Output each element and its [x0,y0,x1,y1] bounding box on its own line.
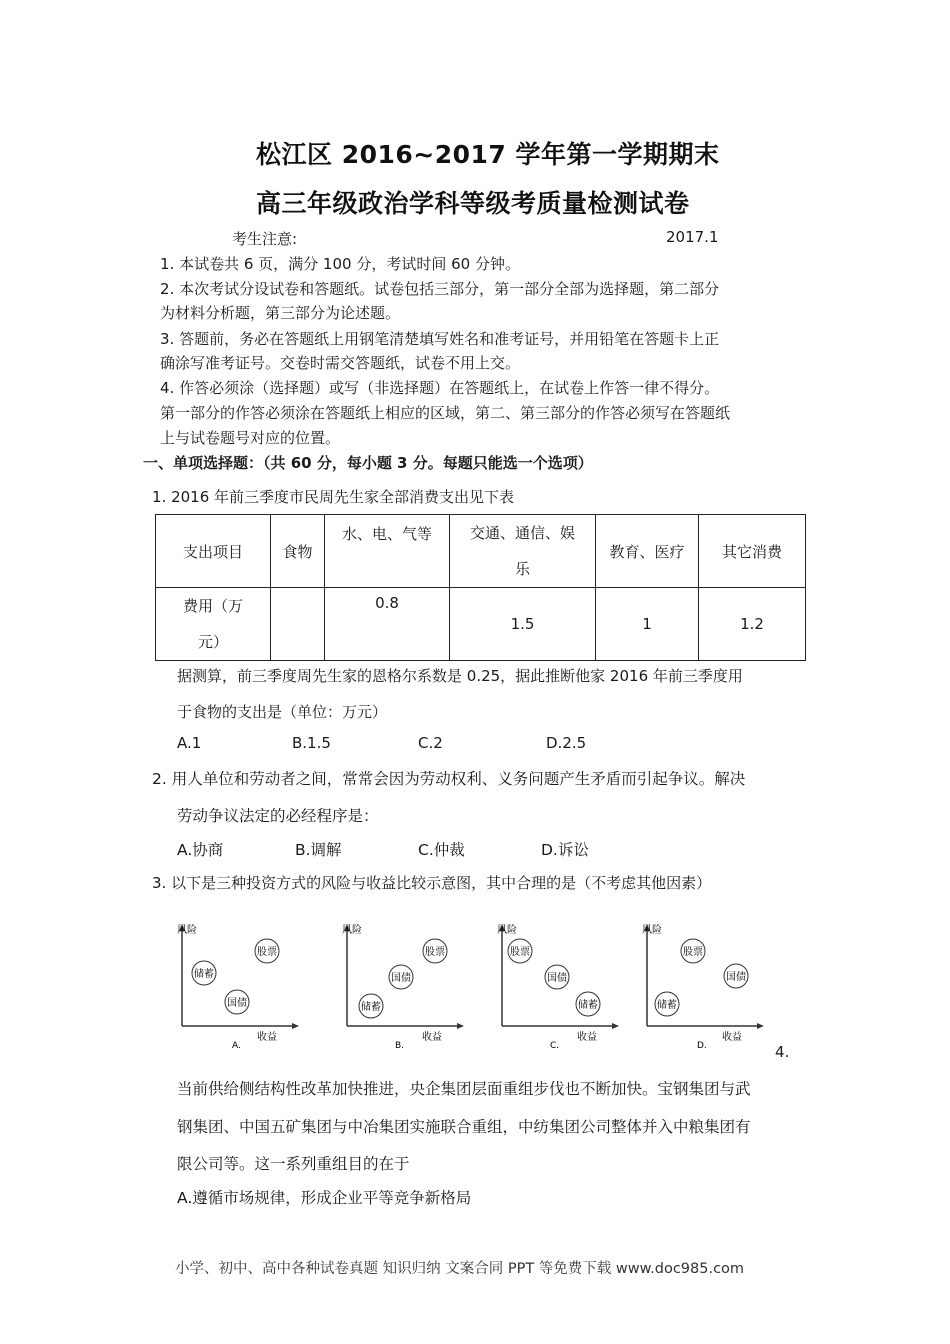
diagram-letter: D. [697,1041,707,1051]
bond-label: 国债 [391,973,411,984]
q2-option-b: B.调解 [295,841,342,859]
q4-option-a: A.遵循市场规律，形成企业平等竞争新格局 [177,1189,472,1207]
table-header-cell [450,515,596,588]
notice-line: 第一部分的作答必须涂在答题纸上相应的区域，第二、第三部分的作答必须写在答题纸 [160,404,731,422]
table-header-cell: 食物 [271,515,325,588]
table-row-label [156,588,271,661]
q3-stem: 3. 以下是三种投资方式的风险与收益比较示意图，其中合理的是（不考虑其他因素） [152,874,712,892]
table-header-text: 乐 [514,560,530,578]
risk-return-diagram-c [490,915,630,1059]
q1-option-a: A.1 [177,734,202,752]
axis-risk-label: 风险 [177,925,197,936]
notice-label: 考生注意: [232,230,298,248]
notice-line: 1. 本试卷共 6 页，满分 100 分，考试时间 60 分钟。 [160,255,520,273]
diagram-letter: A. [232,1041,241,1051]
notice-line: 3. 答题前，务必在答题纸上用钢笔清楚填写姓名和准考证号，并用铅笔在答题卡上正 [160,330,720,348]
diagram-letter: C. [550,1041,560,1051]
q2-option-a: A.协商 [177,841,224,859]
q1-stem: 1. 2016 年前三季度市民周先生家全部消费支出见下表 [152,488,515,506]
bond-label: 国债 [547,973,567,984]
savings-label: 储蓄 [361,1002,381,1013]
diagram-letter: B. [395,1041,405,1051]
exam-title-line1: 松江区 2016~2017 学年第一学期期末 [256,140,720,169]
q4-number: 4. [775,1043,790,1061]
q1-option-b: B.1.5 [292,734,331,752]
exam-title-line2: 高三年级政治学科等级考质量检测试卷 [256,189,690,218]
axis-risk-label: 风险 [497,925,517,936]
expense-table [155,514,806,661]
axis-return-label: 收益 [422,1032,442,1043]
q1-text: 于食物的支出是（单位：万元） [177,703,388,721]
q1-text: 据测算，前三季度周先生家的恩格尔系数是 0.25，据此推断他家 2016 年前三季度用 [177,667,743,685]
q2-text: 2. 用人单位和劳动者之间，常常会因为劳动权利、义务问题产生矛盾而引起争议。解决 [152,770,746,788]
axis-return-label: 收益 [722,1032,742,1043]
stock-label: 股票 [257,947,277,958]
q4-text: 限公司等。这一系列重组目的在于 [177,1155,410,1173]
q2-option-c: C.仲裁 [418,841,465,859]
notice-line: 为材料分析题，第三部分为论述题。 [160,304,401,322]
stock-label: 股票 [683,947,703,958]
table-header-cell: 教育、医疗 [596,515,699,588]
table-header-cell: 其它消费 [699,515,806,588]
row-label-text: 元） [197,633,228,651]
axis-risk-label: 风险 [342,925,362,936]
q2-option-d: D.诉讼 [541,841,589,859]
table-cell: 0.8 [325,588,450,661]
q1-option-d: D.2.5 [546,734,587,752]
notice-line: 确涂写准考证号。交卷时需交答题纸，试卷不用上交。 [160,354,521,372]
stock-label: 股票 [510,947,530,958]
table-header-text: 交通、通信、娱 [469,524,575,542]
savings-label: 储蓄 [578,1000,598,1011]
axis-risk-label: 风险 [642,925,662,936]
savings-label: 储蓄 [194,969,214,980]
notice-line: 上与试卷题号对应的位置。 [160,429,341,447]
table-header-cell: 支出项目 [156,515,271,588]
table-header-cell: 水、电、气等 [325,515,450,588]
section-heading: 一、单项选择题：（共 60 分，每小题 3 分。每题只能选一个选项） [143,454,593,472]
row-label-text: 费用（万 [182,597,243,615]
notice-line: 4. 作答必须涂（选择题）或写（非选择题）在答题纸上，在试卷上作答一律不得分。 [160,379,720,397]
risk-return-diagram-d [635,915,775,1059]
footer-text: 小学、初中、高中各种试卷真题 知识归纳 文案合同 PPT 等免费下载 www.doc985.com [175,1261,745,1277]
table-cell: 1.2 [699,588,806,661]
bond-label: 国债 [726,972,746,983]
risk-return-diagram-b [335,915,475,1059]
notice-line: 2. 本次考试分设试卷和答题纸。试卷包括三部分，第一部分全部为选择题，第二部分 [160,280,720,298]
bond-label: 国债 [227,998,247,1009]
q4-text: 当前供给侧结构性改革加快推进，央企集团层面重组步伐也不断加快。宝钢集团与武 [177,1080,751,1098]
table-cell: 1 [596,588,699,661]
q1-option-c: C.2 [418,734,443,752]
table-cell [271,588,325,661]
table-cell: 1.5 [450,588,596,661]
q4-text: 钢集团、中国五矿集团与中冶集团实施联合重组，中纺集团公司整体并入中粮集团有 [177,1118,751,1136]
exam-date: 2017.1 [666,228,719,246]
stock-label: 股票 [425,947,445,958]
axis-return-label: 收益 [577,1032,597,1043]
axis-return-label: 收益 [257,1032,277,1043]
risk-return-diagram-a [170,915,310,1059]
savings-label: 储蓄 [657,1000,677,1011]
q2-text: 劳动争议法定的必经程序是： [177,807,379,825]
